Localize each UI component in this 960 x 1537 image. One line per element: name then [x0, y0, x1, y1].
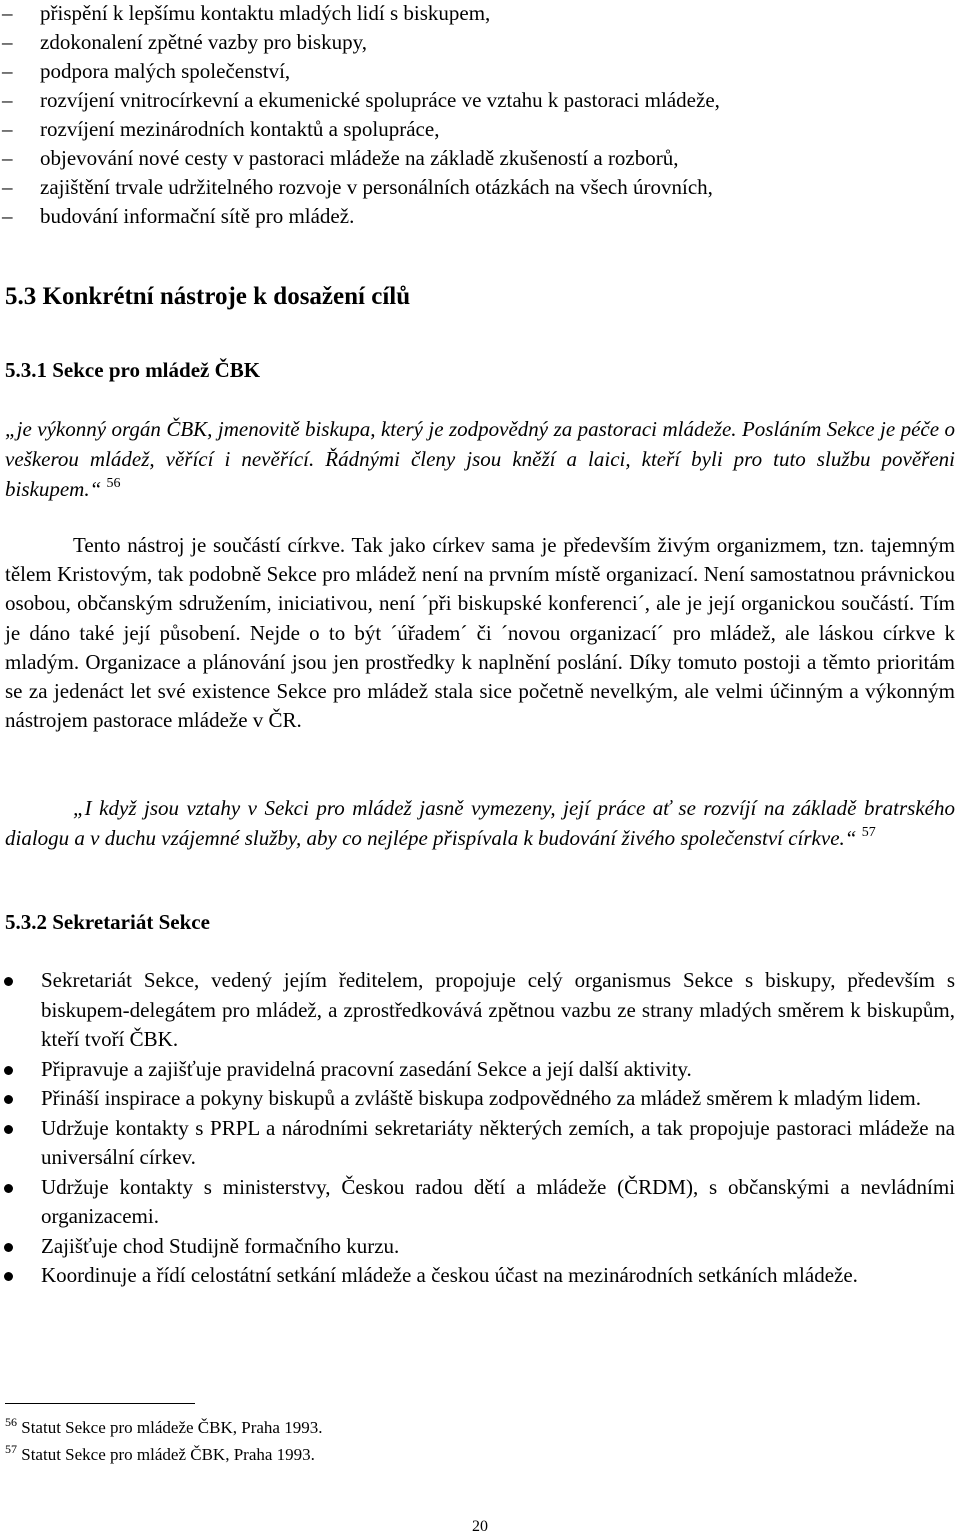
bullet-icon: [4, 1095, 13, 1104]
bullet-icon: [4, 1066, 13, 1075]
secretariat-bullet-list: [0, 966, 955, 1291]
bullet-icon: [4, 977, 13, 986]
bullet-icon: [4, 1184, 13, 1193]
list-item: Udržuje kontakty s ministerstvy, Českou radou dětí a mládeže (ČRDM), s občanskými a nevládními organizacemi.: [0, 1173, 955, 1232]
bullet-icon: [4, 1125, 13, 1134]
list-item: Připravuje a zajišťuje pravidelná pracovní zasedání Sekce a její další aktivity.: [0, 1055, 955, 1085]
list-item: – rozvíjení mezinárodních kontaktů a spolupráce,: [2, 117, 440, 141]
list-item: Koordinuje a řídí celostátní setkání mládeže a českou účast na mezinárodních setkáních mládeže.: [0, 1261, 955, 1291]
footnote-56: $^{56}$ Statut Sekce pro mládeže ČBK, Praha 1993.: [5, 1415, 323, 1437]
footnotes: [5, 1414, 322, 1468]
footnote-divider: [5, 1403, 195, 1404]
goals-dash-list: [0, 0, 960, 232]
list-item: – podpora malých společenství,: [2, 59, 291, 83]
statute-quote-2: „I když jsou vztahy v Sekci pro mládež jasně vymezeny, její práce ať se rozvíjí na základě bratrského dialogu a v duchu vzájemné služby, aby co nejlépe přispívala k budování živého společenství církve.“ $^{57}$: [5, 796, 955, 850]
page-number: 20: [472, 1518, 488, 1535]
footnote-ref-57: 57: [861, 824, 876, 840]
bullet-icon: [4, 1272, 13, 1281]
list-item: – přispění k lepšímu kontaktu mladých lidí s biskupem,: [2, 1, 491, 25]
footnote-57: $^{57}$ Statut Sekce pro mládež ČBK, Praha 1993.: [5, 1442, 315, 1464]
body-paragraph: Tento nástroj je součástí církve. Tak jako církev sama je především živým organizmem, tzn. tajemným tělem Kristovým, tak podobně Sekce pro mládež není na prvním místě organizací. Není samostatnou právnickou osobou, občanským sdružením, iniciativou, není ´při biskupské konferenci´, ale je její organickou součástí. Tím je dáno také její působení. Nejde o to být ´úřadem´ či ´novou organizací´ pro mládež, ale láskou církve k mladým. Organizace a plánování jsou jen prostředky k naplnění poslání. Díky tomuto postoji a těmto prioritám se za jedenáct let své existence Sekce pro mládež stala sice početně nevelkým, ale velmi účinným a výkonným nástrojem pastorace mládeže v ČR.: [5, 533, 955, 733]
list-item: – objevování nové cesty v pastoraci mládeže na základě zkušeností a rozborů,: [2, 146, 679, 170]
bullet-icon: [4, 1243, 13, 1252]
section-heading: 5.3 Konkrétní nástroje k dosažení cílů: [5, 283, 411, 310]
list-item: – rozvíjení vnitrocírkevní a ekumenické spolupráce ve vztahu k pastoraci mládeže,: [2, 88, 720, 112]
list-item: Udržuje kontakty s PRPL a národními sekretariáty některých zemích, a tak propojuje pastoraci mládeže na universální církev.: [0, 1114, 955, 1173]
list-item: Sekretariát Sekce, vedený jejím ředitelem, propojuje celý organismus Sekce s biskupy, především s biskupem-delegátem pro mládež, a zprostředkovává zpětnou vazbu ze strany mladých směrem k biskupům, kteří tvoří ČBK.: [0, 966, 955, 1055]
list-item: Přináší inspirace a pokyny biskupů a zvláště biskupa zodpovědného za mládež směrem k mladým lidem.: [0, 1084, 955, 1114]
subsection-heading-sekce: 5.3.1 Sekce pro mládež ČBK: [5, 358, 261, 382]
list-item: – budování informační sítě pro mládež.: [2, 204, 355, 228]
footnote-ref-56: 56: [106, 476, 121, 491]
statute-quote: „je výkonný orgán ČBK, jmenovitě biskupa, který je zodpovědný za pastoraci mládeže. Posláním Sekce je péče o veškerou mládež, věřící i nevěřící. Řádnými členy jsou kněží a laici, kteří byli pro tuto službu pověřeni biskupem.“ $^{56}$: [5, 417, 955, 501]
list-item: Zajišťuje chod Studijně formačního kurzu.: [0, 1232, 955, 1262]
subsection-heading-sekretariat: 5.3.2 Sekretariát Sekce: [5, 910, 210, 934]
list-item: – zdokonalení zpětné vazby pro biskupy,: [2, 30, 367, 54]
list-item: – zajištění trvale udržitelného rozvoje v personálních otázkách na všech úrovních,: [2, 175, 713, 199]
